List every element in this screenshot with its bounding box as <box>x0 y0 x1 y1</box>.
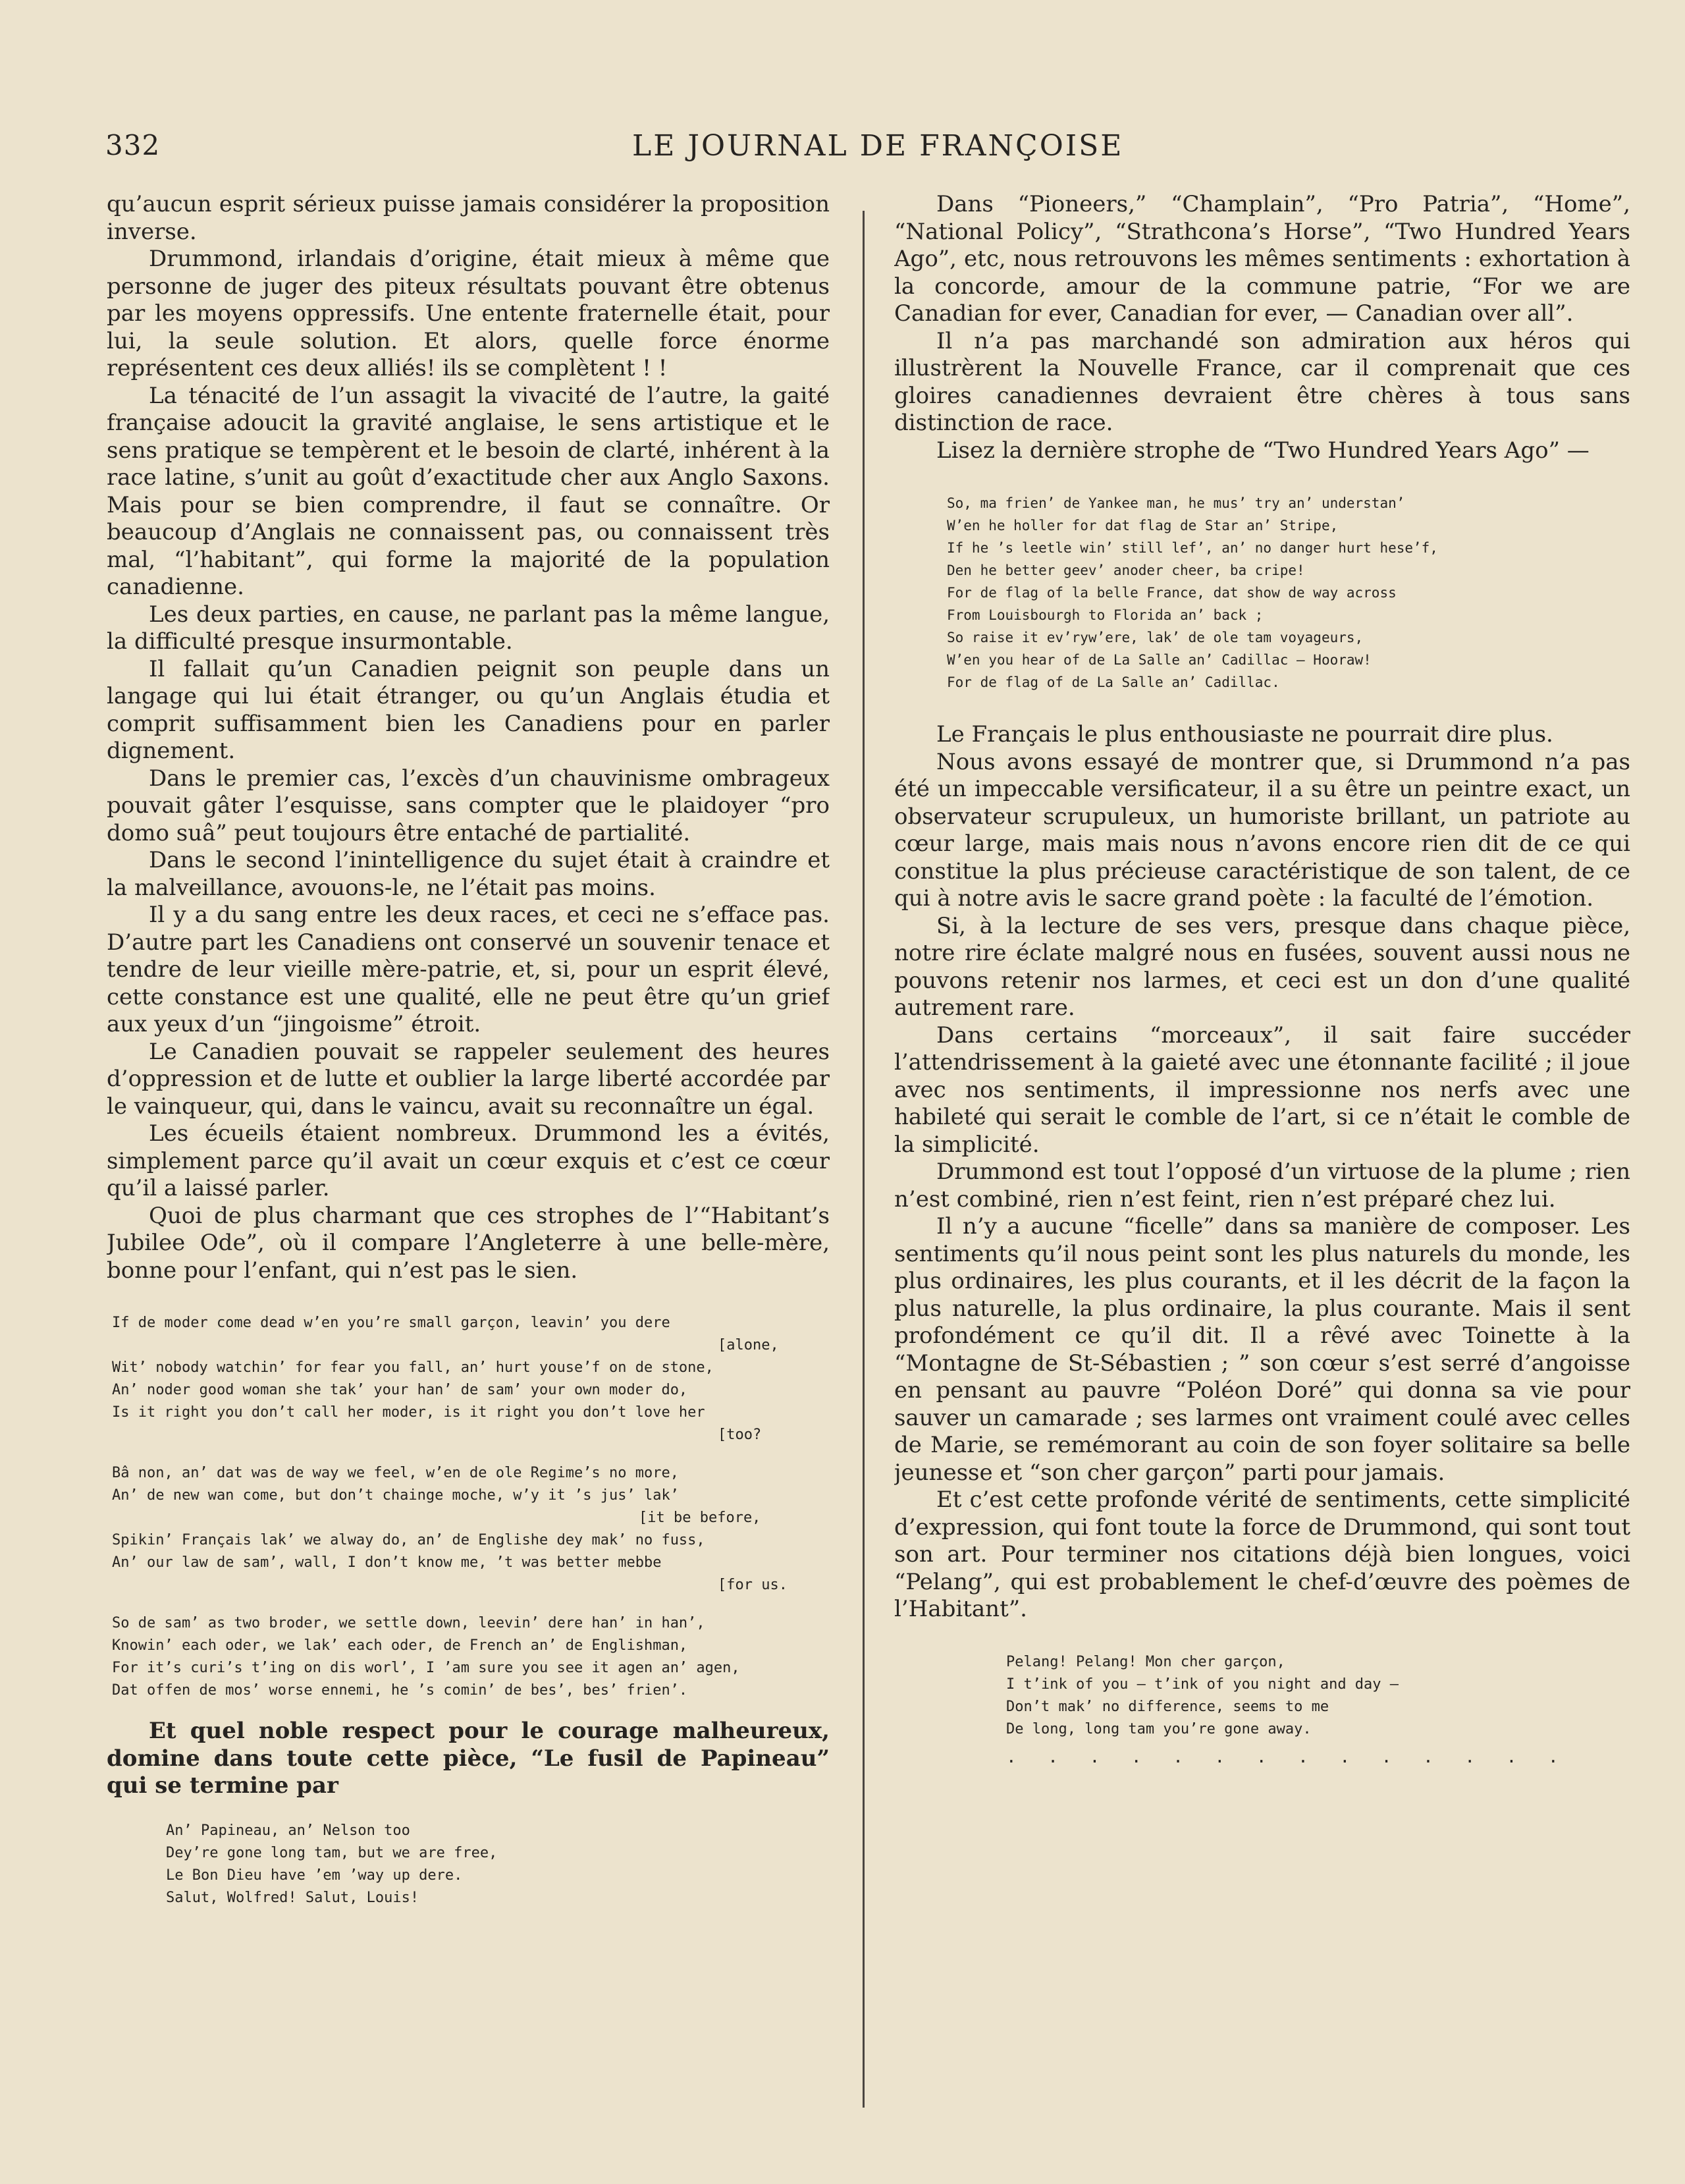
poem-line: Don’t mak’ no difference, seems to me <box>1006 1698 1329 1715</box>
poem-line: So, ma frien’ de Yankee man, he mus’ try an’ understan’ <box>947 495 1405 511</box>
poem-two-hundred-years-ago <box>894 492 1630 694</box>
ellipsis-dots: . . . . . . . . . . . . . . <box>1006 1747 1569 1767</box>
poem-line: Is it right you don’t call her moder, is it right you don’t love her <box>112 1404 705 1421</box>
paragraph: Si, à la lecture de ses vers, presque dans chaque pièce, notre rire éclate malgré nous en fusées, souvent aussi nous ne pouvons retenir nos larmes, et ceci est un don d’une qualité autrement rare. <box>894 912 1630 1021</box>
paragraph: Il y a du sang entre les deux races, et ceci ne s’efface pas. D’autre part les Canadiens ont conservé un souvenir tenace et tendre de leur vieille mère-patrie, et, si, pour un esprit élevé, cette constance est une qualité, elle ne peut être qu’un grief aux yeux d’un “jingoisme” étroit. <box>107 902 830 1037</box>
paragraph: Il fallait qu’un Canadien peignit son peuple dans un langage qui lui était étranger, ou qu’un Anglais étudia et comprit suffisamment bien les Canadiens pour en parler dignement. <box>107 655 830 764</box>
paragraph: Et quel noble respect pour le courage malheureux, domine dans toute cette pièce, “Le fusil de Papineau” qui se termine par <box>107 1718 830 1799</box>
poem-line: From Louisbourgh to Florida an’ back ; <box>947 607 1264 623</box>
poem-line: If de moder come dead w’en you’re small garçon, leavin’ you dere <box>112 1315 670 1331</box>
right-column <box>894 191 1630 2147</box>
poem-line-continuation: [for us. <box>718 1577 788 1593</box>
paragraph: Il n’y a aucune “ficelle” dans sa manière de composer. Les sentiments qu’il nous peint sont les plus naturels du monde, les plus ordinaires, les plus courants, et il les décrit de la façon la plus naturelle, la plus ordinaire, la plus courante. Mais il sent profondément ce qu’il dit. Il a rêvé avec Toinette à la “Montagne de St-Sébastien ; ” son cœur s’est serré d’angoisse en pensant au pauvre “Poléon Doré” qui donna sa vie pour sauver un camarade ; ses larmes ont vraiment coulé avec celles de Marie, se remémorant au coin de son foyer solitaire sa belle jeunesse et “son cher garçon” parti pour jamais. <box>894 1213 1630 1486</box>
poem-line: Dat offen de mos’ worse ennemi, he ’s comin’ de bes’, bes’ frien’. <box>112 1682 688 1699</box>
paragraph: Dans le premier cas, l’excès d’un chauvinisme ombrageux pouvait gâter l’esquisse, sans compter que le plaidoyer “pro domo suâ” peut toujours être entaché de partialité. <box>107 765 830 846</box>
poem-line: An’ de new wan come, but don’t chainge moche, w’y it ’s jus’ lak’ <box>112 1487 679 1504</box>
poem-line: Wit’ nobody watchin’ for fear you fall, an’ hurt youse’f on de stone, <box>112 1359 714 1376</box>
paragraph: Dans certains “morceaux”, il sait faire succéder l’attendrissement à la gaieté avec une étonnante facilité ; il joue avec nos sentiments, il impressionne nos nerfs avec une habileté qui serait le comble de l’art, si ce n’était le comble de la simplicité. <box>894 1022 1630 1158</box>
paragraph: Drummond est tout l’opposé d’un virtuose de la plume ; rien n’est combiné, rien n’est feint, rien n’est préparé chez lui. <box>894 1159 1630 1213</box>
poem-line: Den he better geev’ anoder cheer, ba cripe! <box>947 562 1305 578</box>
poem-line: For de flag of de La Salle an’ Cadillac. <box>947 674 1280 690</box>
poem-line: So de sam’ as two broder, we settle down, leevin’ dere han’ in han’, <box>112 1615 705 1631</box>
poem-line-continuation: [alone, <box>718 1337 779 1353</box>
poem-line: W’en you hear of de La Salle an’ Cadillac — Hooraw! <box>947 652 1372 668</box>
paragraph: Nous avons essayé de montrer que, si Drummond n’a pas été un impeccable versificateur, il a su être un peintre exact, un observateur scrupuleux, un humoriste brillant, un patriote au cœur large, mais mais nous n’avons encore rien dit de ce qui constitue la plus précieuse caractéristique de son talent, de ce qui à notre avis le sacre grand poète : la faculté de l’émotion. <box>894 748 1630 912</box>
poem-stanza <box>112 1462 830 1597</box>
paragraph: Dans le second l’inintelligence du sujet était à craindre et la malveillance, avouons-le, ne l’était pas moins. <box>107 847 830 901</box>
paragraph: Le Canadien pouvait se rappeler seulement des heures d’oppression et de lutte et oublier la large liberté accordée par le vainqueur, qui, dans le vaincu, avait su reconnaître un égal. <box>107 1038 830 1120</box>
poem-jubilee-ode <box>107 1312 830 1702</box>
paragraph: Et c’est cette profonde vérité de sentiments, cette simplicité d’expression, qui font toute la force de Drummond, qui sont tout son art. Pour terminer nos citations déjà bien longues, voici “Pelang”, qui est probablement le chef-d’œuvre des poèmes de l’Habitant”. <box>894 1487 1630 1622</box>
left-column <box>107 191 830 2147</box>
poem-line: Spikin’ Français lak’ we alway do, an’ de Englishe dey mak’ no fuss, <box>112 1532 705 1548</box>
paragraph: Quoi de plus charmant que ces strophes de l’“Habitant’s Jubilee Ode”, où il compare l’Angleterre à une belle-mère, bonne pour l’enfant, qui n’est pas le sien. <box>107 1202 830 1284</box>
poem-line-continuation: [too? <box>718 1427 762 1443</box>
poem-fusil-de-papineau <box>107 1820 830 1909</box>
poem-line: If he ’s leetle win’ still lef’, an’ no danger hurt hese’f, <box>947 540 1438 556</box>
paragraph: La ténacité de l’un assagit la vivacité de l’autre, la gaité française adoucit la gravité anglaise, le sens artistique et le sens pratique se tempèrent et le besoin de clarté, inhérent à la race latine, s’unit au goût d’exactitude cher aux Anglo Saxons. Mais pour se bien comprendre, il faut se connaître. Or beaucoup d’Anglais ne connaissent pas, ou connaissent très mal, “l’habitant”, qui forme la majorité de la population canadienne. <box>107 382 830 600</box>
paragraph: Lisez la dernière strophe de “Two Hundred Years Ago” — <box>936 437 1590 464</box>
running-title: LE JOURNAL DE FRANÇOISE <box>632 129 1124 163</box>
poem-line: So raise it ev’ryw’ere, lak’ de ole tam voyageurs, <box>947 630 1364 645</box>
poem-line-continuation: [it be before, <box>639 1510 761 1526</box>
poem-line: Knowin’ each oder, we lak’ each oder, de French an’ de Englishman, <box>112 1637 688 1654</box>
poem-line: Pelang! Pelang! Mon cher garçon, <box>1006 1653 1285 1670</box>
poem-line: I t’ink of you — t’ink of you night and day — <box>1006 1676 1399 1693</box>
poem-line: W’en he holler for dat flag de Star an’ Stripe, <box>947 518 1339 533</box>
column-divider <box>863 211 865 2108</box>
poem-line: Le Bon Dieu have ’em ’way up dere. <box>166 1867 463 1884</box>
poem-line: For de flag of la belle France, dat show de way across <box>947 585 1397 601</box>
paragraph: Drummond, irlandais d’origine, était mieux à même que personne de juger des piteux résultats pouvant être obtenus par les moyens oppressifs. Une entente fraternelle était, pour lui, la seule solution. Et alors, quelle force énorme représentent ces deux alliés! ils se complètent ! ! <box>107 246 830 381</box>
poem-stanza <box>112 1312 830 1446</box>
page-number: 332 <box>105 129 161 161</box>
poem-line: Salut, Wolfred! Salut, Louis! <box>166 1889 419 1906</box>
paragraph: Les deux parties, en cause, ne parlant pas la même langue, la difficulté presque insurmontable. <box>107 601 830 655</box>
page-header <box>105 129 1613 169</box>
poem-line: An’ our law de sam’, wall, I don’t know me, ’t was better mebbe <box>112 1554 662 1571</box>
poem-line: For it’s curi’s t’ing on dis worl’, I ’am sure you see it agen an’ agen, <box>112 1660 740 1676</box>
poem-line: Dey’re gone long tam, but we are free, <box>166 1844 498 1861</box>
paragraph: qu’aucun esprit sérieux puisse jamais considérer la proposition inverse. <box>107 191 830 245</box>
poem-line: Bâ non, an’ dat was de way we feel, w’en de ole Regime’s no more, <box>112 1465 679 1481</box>
poem-line: An’ Papineau, an’ Nelson too <box>166 1822 410 1839</box>
paragraph: Le Français le plus enthousiaste ne pourrait dire plus. <box>936 721 1553 748</box>
poem-stanza <box>112 1612 830 1702</box>
paragraph: Il n’a pas marchandé son admiration aux héros qui illustrèrent la Nouvelle France, car il comprenait que ces gloires canadiennes devraient être chères à tous sans distinction de race. <box>894 327 1630 436</box>
paragraph: Les écueils étaient nombreux. Drummond les a évités, simplement parce qu’il avait un cœur exquis et c’est ce cœur qu’il a laissé parler. <box>107 1120 830 1201</box>
poem-line: An’ noder good woman she tak’ your han’ de sam’ your own moder do, <box>112 1382 688 1398</box>
poem-pelang <box>894 1651 1630 1767</box>
poem-line: De long, long tam you’re gone away. <box>1006 1720 1312 1737</box>
paragraph: Dans “Pioneers,” “Champlain”, “Pro Patria”, “Home”, “National Policy”, “Strathcona’s Horse”, “Two Hundred Years Ago”, etc, nous retrouvons les mêmes sentiments : exhortation à la concorde, amour de la commune patrie, “For we are Canadian for ever, Canadian for ever, — Canadian over all”. <box>894 191 1630 327</box>
